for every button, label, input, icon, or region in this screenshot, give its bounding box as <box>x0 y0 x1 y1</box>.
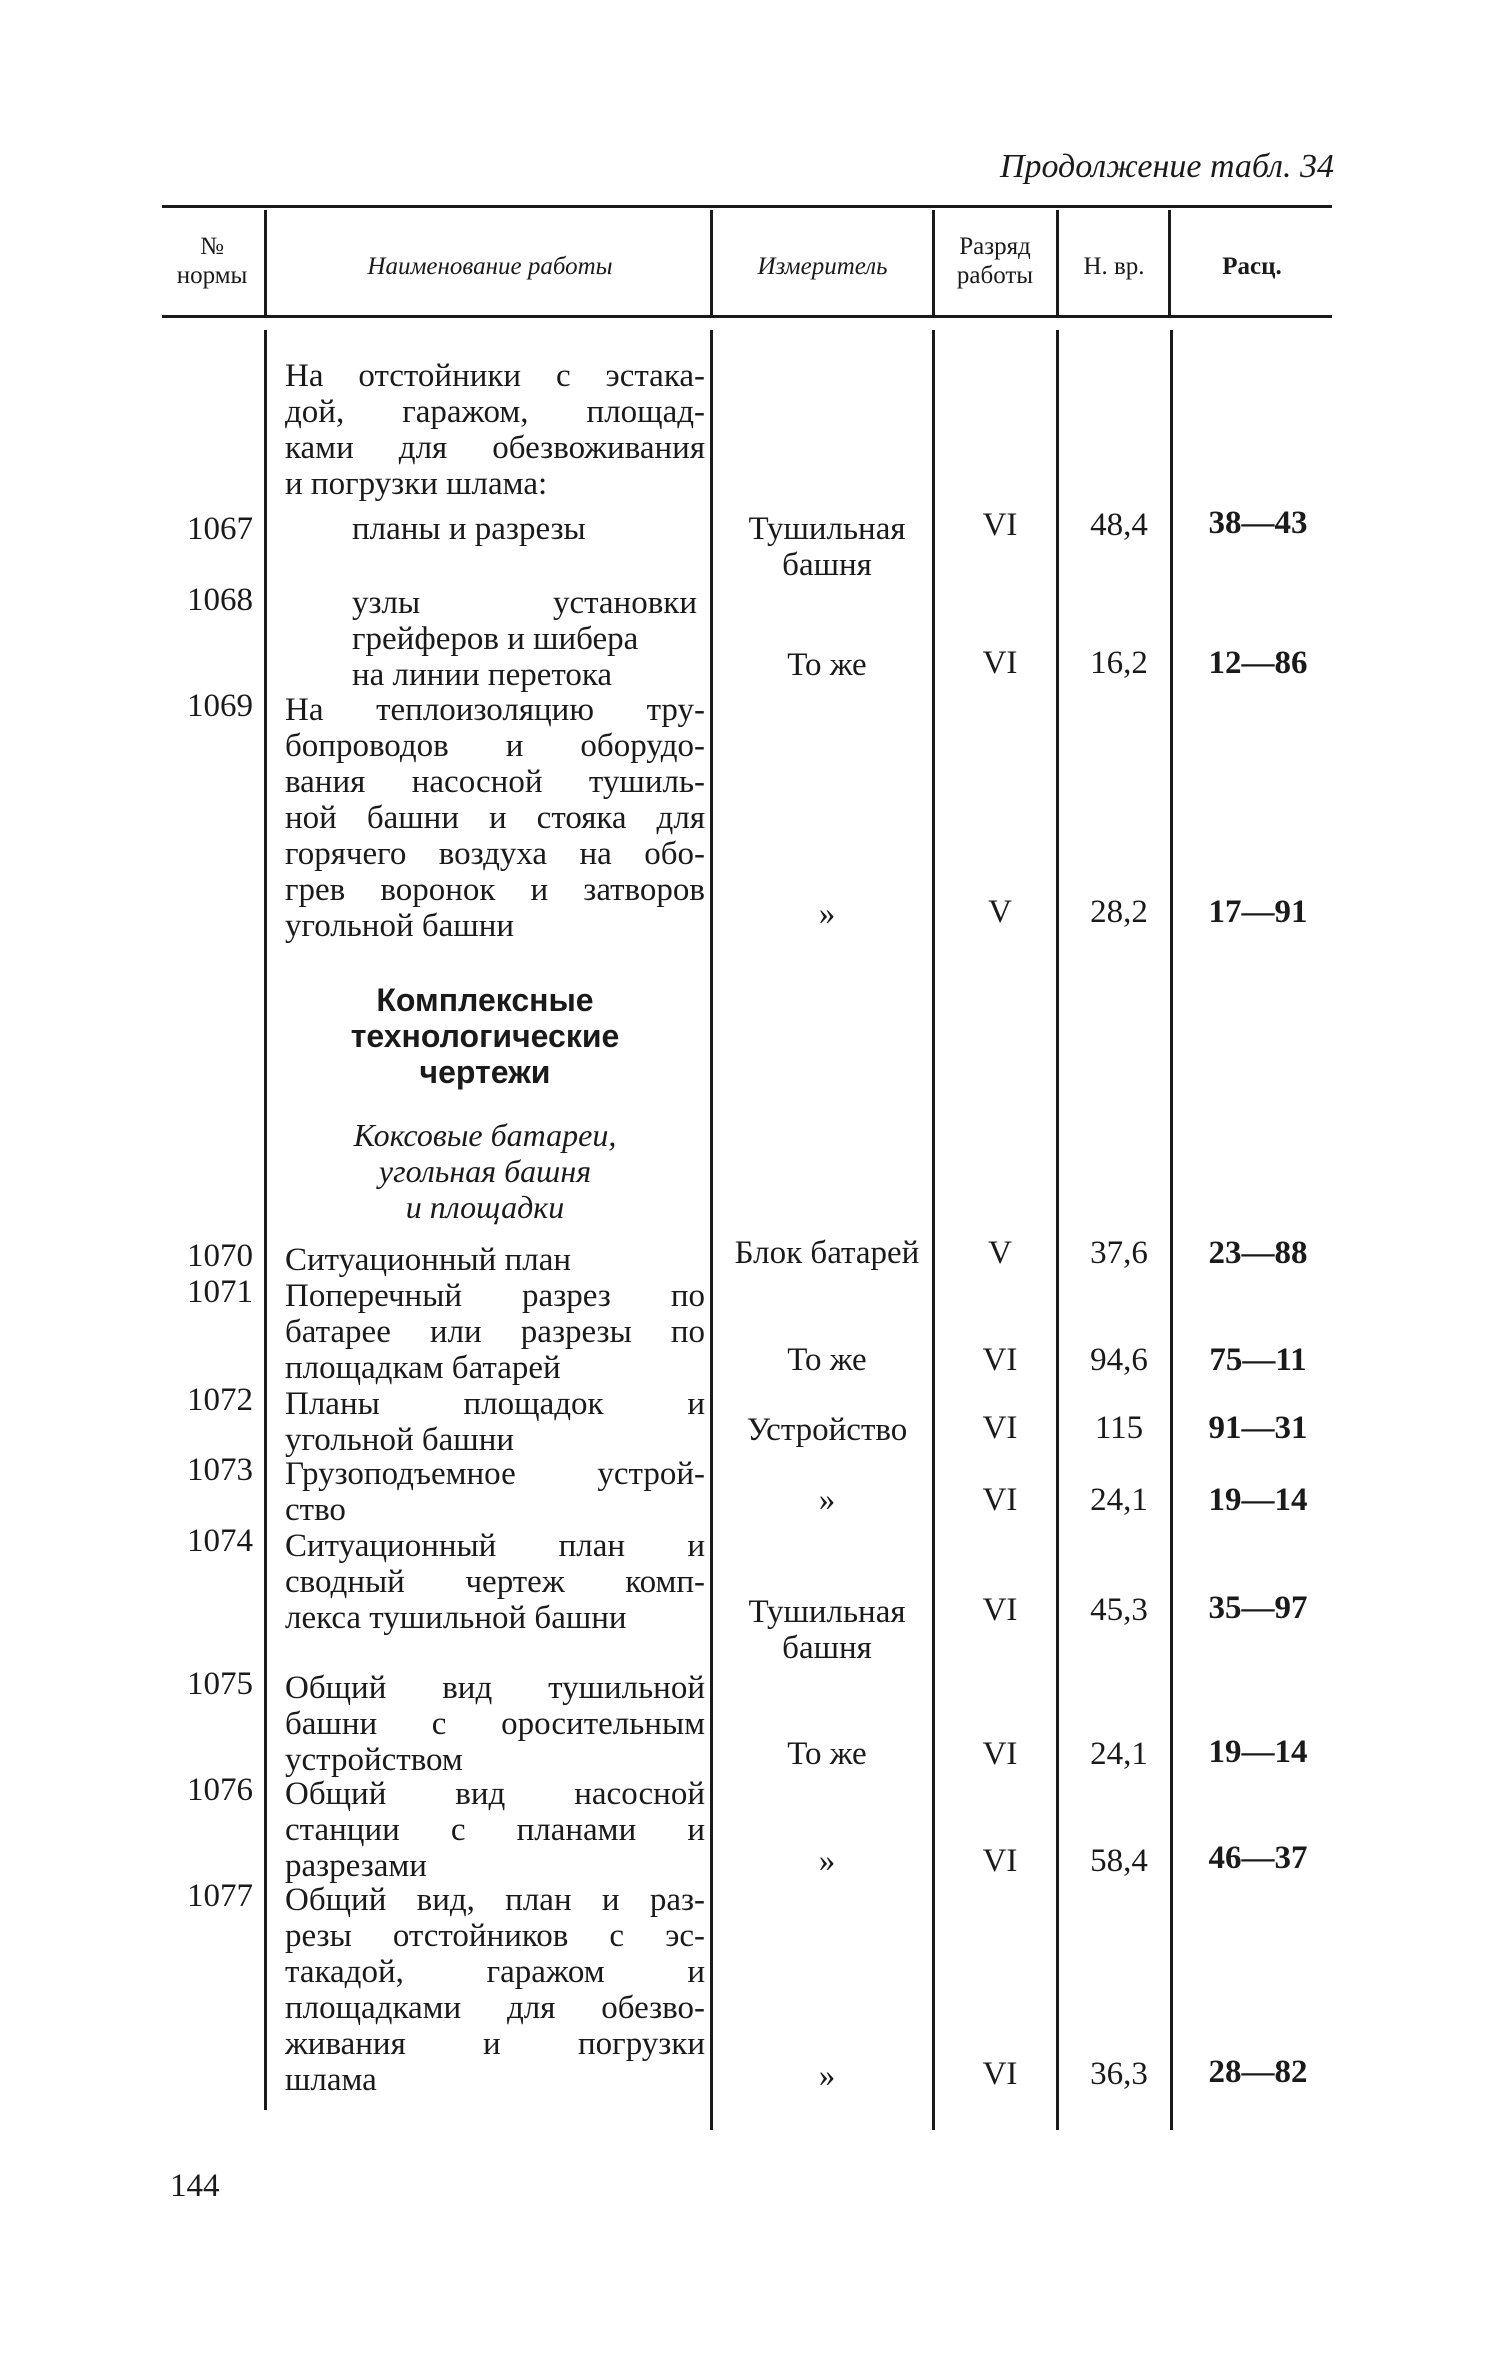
hours-cell: 24,1 <box>1090 1736 1148 1772</box>
col-header-rate: Расц. <box>1222 253 1282 280</box>
rate-cell: 19—14 <box>1208 1482 1308 1518</box>
measure-cell <box>717 1594 937 1666</box>
measure-line: » <box>818 2058 836 2094</box>
measure-cell <box>717 1736 937 1772</box>
col-header-grade <box>935 232 1055 290</box>
section-line: чертежи <box>419 1054 551 1090</box>
measure-line: башня <box>782 547 872 583</box>
rate-cell: 19—14 <box>1208 1734 1308 1770</box>
intro-line: и погрузки шлама: <box>285 466 548 502</box>
table-header-bottom-rule <box>162 315 1332 318</box>
measure-cell <box>717 1482 937 1518</box>
desc-line: Планы площадок и <box>285 1386 705 1422</box>
measure-line: Тушильная <box>748 511 906 547</box>
grade-cell: VI <box>982 1342 1018 1378</box>
norm-number: 1076 <box>187 1772 253 1808</box>
work-description <box>285 1776 705 1884</box>
hours-cell: 58,4 <box>1090 1843 1148 1879</box>
norm-number: 1071 <box>187 1274 253 1310</box>
rate-cell: 75—11 <box>1209 1342 1307 1378</box>
work-description <box>285 1278 705 1386</box>
body-divider-2 <box>710 330 713 2130</box>
work-description <box>285 1528 705 1636</box>
intro-description <box>285 358 705 502</box>
work-description <box>285 1882 705 2098</box>
col-header-measure: Измеритель <box>757 253 888 280</box>
work-description <box>285 1242 705 1278</box>
desc-line: устройством <box>285 1742 463 1778</box>
norm-number: 1070 <box>187 1238 253 1274</box>
section-line: Комплексные <box>376 982 594 1018</box>
intro-line: ками для обезвоживания <box>285 430 705 466</box>
grade-cell: VI <box>982 645 1018 681</box>
col-header-grade-line1: Разряд <box>959 233 1031 260</box>
page-number: 144 <box>170 2168 220 2204</box>
desc-line: такадой, гаражом и <box>285 1954 705 1990</box>
desc-line: узлы установки <box>352 585 697 621</box>
intro-line: дой, гаражом, площад- <box>285 394 705 430</box>
rate-cell: 91—31 <box>1208 1410 1308 1446</box>
work-description <box>352 585 697 693</box>
desc-line: сводный чертеж комп- <box>285 1564 705 1600</box>
rate-cell: 17—91 <box>1208 894 1308 930</box>
measure-cell <box>717 2058 937 2094</box>
work-description <box>285 692 705 944</box>
measure-line: Тушильная <box>748 1594 906 1630</box>
hours-cell: 45,3 <box>1090 1592 1148 1628</box>
desc-line: Общий вид, план и раз- <box>285 1882 705 1918</box>
measure-line: Устройство <box>746 1412 908 1448</box>
section-line: и площадки <box>405 1189 565 1225</box>
rate-cell: 28—82 <box>1208 2054 1308 2090</box>
col-header-hours: Н. вр. <box>1083 253 1145 280</box>
grade-cell: V <box>988 1235 1012 1271</box>
desc-line: Общий вид насосной <box>285 1776 705 1812</box>
rate-cell: 35—97 <box>1208 1590 1308 1626</box>
desc-line: станции с планами и <box>285 1812 705 1848</box>
grade-cell: VI <box>982 1736 1018 1772</box>
measure-line: » <box>818 1843 836 1879</box>
desc-line: ство <box>285 1492 346 1528</box>
measure-cell <box>717 1843 937 1879</box>
desc-line: ной башни и стояка для <box>285 800 705 836</box>
rate-cell: 23—88 <box>1208 1235 1308 1271</box>
measure-line: То же <box>787 1736 867 1772</box>
desc-line: лекса тушильной башни <box>285 1600 627 1636</box>
desc-line: угольной башни <box>285 1422 515 1458</box>
desc-line: Поперечный разрез по <box>285 1278 705 1314</box>
measure-cell <box>717 1342 937 1378</box>
header-divider-1 <box>264 210 267 315</box>
desc-line: Грузоподъемное устрой- <box>285 1456 705 1492</box>
measure-line: То же <box>787 647 867 683</box>
measure-cell <box>717 1235 937 1271</box>
norm-number: 1072 <box>187 1382 253 1418</box>
col-header-grade-line2: работы <box>956 262 1034 289</box>
intro-line: На отстойники с эстака- <box>285 358 705 394</box>
section-line: угольная башня <box>378 1153 592 1189</box>
measure-cell <box>717 511 937 583</box>
col-header-norm-no-line1: № <box>200 233 224 260</box>
norm-number: 1069 <box>187 688 253 724</box>
norm-number: 1073 <box>187 1452 253 1488</box>
hours-cell: 94,6 <box>1090 1342 1148 1378</box>
rate-cell: 12—86 <box>1208 645 1308 681</box>
section-line: Коксовые батареи, <box>353 1117 617 1153</box>
measure-line: башня <box>782 1630 872 1666</box>
measure-line: » <box>818 1482 836 1518</box>
desc-line: живания и погрузки <box>285 2026 705 2062</box>
grade-cell: VI <box>982 507 1018 543</box>
desc-line: На теплоизоляцию тру- <box>285 692 705 728</box>
desc-line: планы и разрезы <box>352 511 586 547</box>
table-continuation-title: Продолжение табл. 34 <box>999 148 1334 185</box>
desc-line: угольной башни <box>285 908 515 944</box>
subsection-heading-coke <box>270 1117 700 1225</box>
desc-line: площадкам батарей <box>285 1350 561 1386</box>
measure-cell <box>717 1412 937 1448</box>
col-header-work-name: Наименование работы <box>367 253 613 280</box>
norm-number: 1074 <box>187 1523 253 1559</box>
desc-line: вания насосной тушиль- <box>285 764 705 800</box>
rate-cell: 46—37 <box>1208 1840 1308 1876</box>
measure-cell <box>717 896 937 932</box>
desc-line: башни с оросительным <box>285 1706 705 1742</box>
hours-cell: 48,4 <box>1090 507 1148 543</box>
norm-number: 1067 <box>187 511 253 547</box>
grade-cell: VI <box>982 1592 1018 1628</box>
header-divider-4 <box>1056 210 1059 315</box>
table-top-rule <box>162 205 1332 208</box>
measure-line: Блок батарей <box>734 1235 920 1271</box>
rate-cell: 38—43 <box>1208 505 1308 541</box>
measure-line: То же <box>787 1342 867 1378</box>
desc-line: площадками для обезво- <box>285 1990 705 2026</box>
desc-line: Ситуационный план <box>285 1242 572 1278</box>
desc-line: резы отстойников с эс- <box>285 1918 705 1954</box>
section-line: технологические <box>350 1018 620 1054</box>
desc-line: Общий вид тушильной <box>285 1670 705 1706</box>
desc-line: разрезами <box>285 1848 427 1884</box>
work-description <box>285 1670 705 1778</box>
hours-cell: 16,2 <box>1090 645 1148 681</box>
col-header-norm-no-line2: нормы <box>176 262 248 289</box>
section-heading-complex <box>270 982 700 1090</box>
col-header-norm-no <box>160 232 264 290</box>
norm-number: 1075 <box>187 1666 253 1702</box>
grade-cell: V <box>988 894 1012 930</box>
desc-line: на линии перетока <box>352 657 613 693</box>
hours-cell: 115 <box>1094 1410 1144 1446</box>
body-divider-1 <box>264 330 267 2110</box>
norm-number: 1077 <box>187 1878 253 1914</box>
grade-cell: VI <box>982 2056 1018 2092</box>
desc-line: бопроводов и оборудо- <box>285 728 705 764</box>
desc-line: Ситуационный план и <box>285 1528 705 1564</box>
desc-line: батарее или разрезы по <box>285 1314 705 1350</box>
header-divider-5 <box>1168 210 1171 315</box>
grade-cell: VI <box>982 1410 1018 1446</box>
work-description <box>285 1456 705 1528</box>
hours-cell: 36,3 <box>1090 2056 1148 2092</box>
grade-cell: VI <box>982 1482 1018 1518</box>
work-description <box>352 511 692 547</box>
desc-line: горячего воздуха на обо- <box>285 836 705 872</box>
norm-number: 1068 <box>187 582 253 618</box>
desc-line: грев воронок и затворов <box>285 872 705 908</box>
measure-line: » <box>818 896 836 932</box>
desc-line: грейферов и шибера <box>352 621 639 657</box>
hours-cell: 37,6 <box>1090 1235 1148 1271</box>
grade-cell: VI <box>982 1843 1018 1879</box>
header-divider-2 <box>710 210 713 315</box>
hours-cell: 28,2 <box>1090 894 1148 930</box>
measure-cell <box>717 647 937 683</box>
desc-line: шлама <box>285 2062 377 2098</box>
work-description <box>285 1386 705 1458</box>
hours-cell: 24,1 <box>1090 1482 1148 1518</box>
